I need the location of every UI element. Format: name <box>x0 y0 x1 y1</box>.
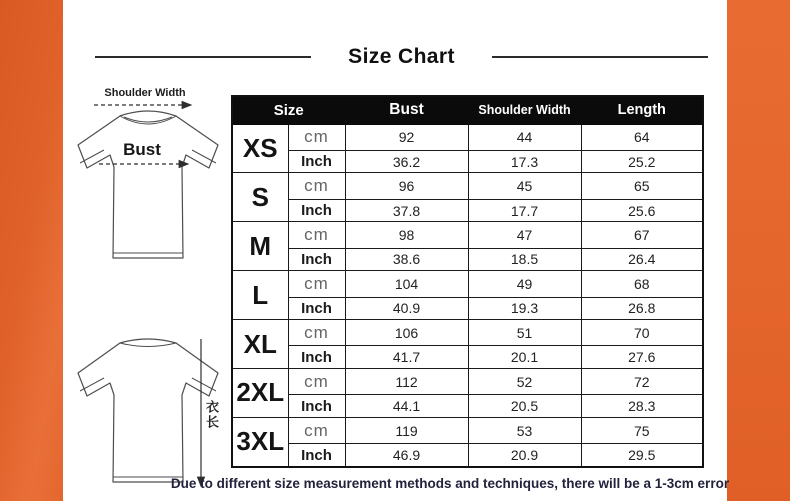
unit-label-inch: Inch <box>288 395 345 418</box>
bust-inch-value: 40.9 <box>345 297 468 320</box>
orange-background-left <box>0 0 63 501</box>
table-row <box>232 417 703 443</box>
title-row <box>95 42 708 72</box>
bust-cm-value: 112 <box>345 368 468 394</box>
table-row <box>232 395 703 418</box>
unit-label-inch: Inch <box>288 150 345 173</box>
table-row <box>232 346 703 369</box>
length-cm-value: 64 <box>581 124 703 150</box>
size-label: L <box>232 271 288 320</box>
shoulder-width-inch-value: 19.3 <box>468 297 581 320</box>
unit-label-cm: cm <box>288 368 345 394</box>
column-header-length: Length <box>581 96 703 124</box>
table-row <box>232 368 703 394</box>
column-header-shoulder-width: Shoulder Width <box>468 96 581 124</box>
length-cm-value: 65 <box>581 173 703 199</box>
length-cm-value: 75 <box>581 417 703 443</box>
shoulder-width-cm-value: 49 <box>468 271 581 297</box>
table-row <box>232 173 703 199</box>
shoulder-width-cm-value: 51 <box>468 320 581 346</box>
tshirt-front-outline <box>78 111 218 258</box>
shoulder-width-inch-value: 17.3 <box>468 150 581 173</box>
size-label: 2XL <box>232 368 288 417</box>
length-inch-value: 26.8 <box>581 297 703 320</box>
size-table <box>231 95 704 468</box>
tshirt-front-diagram <box>68 72 228 262</box>
length-cm-value: 68 <box>581 271 703 297</box>
length-inch-value: 28.3 <box>581 395 703 418</box>
length-cm-value: 67 <box>581 222 703 248</box>
bust-label: Bust <box>123 140 161 159</box>
unit-label-cm: cm <box>288 271 345 297</box>
unit-label-inch: Inch <box>288 297 345 320</box>
size-label: XL <box>232 320 288 369</box>
bust-cm-value: 119 <box>345 417 468 443</box>
bust-cm-value: 106 <box>345 320 468 346</box>
unit-label-inch: Inch <box>288 346 345 369</box>
title-divider-right <box>492 56 708 58</box>
unit-label-cm: cm <box>288 417 345 443</box>
size-table-container <box>231 95 702 468</box>
length-inch-value: 29.5 <box>581 444 703 467</box>
bust-inch-value: 44.1 <box>345 395 468 418</box>
length-inch-value: 26.4 <box>581 248 703 271</box>
shoulder-width-cm-value: 53 <box>468 417 581 443</box>
unit-label-inch: Inch <box>288 199 345 222</box>
tshirt-back-outline <box>78 339 218 482</box>
table-row <box>232 199 703 222</box>
size-label: XS <box>232 124 288 173</box>
shoulder-width-inch-value: 20.1 <box>468 346 581 369</box>
bust-cm-value: 96 <box>345 173 468 199</box>
bust-inch-value: 38.6 <box>345 248 468 271</box>
shoulder-width-cm-value: 44 <box>468 124 581 150</box>
garment-length-label: 衣长 <box>204 400 219 430</box>
column-header-bust: Bust <box>345 96 468 124</box>
shoulder-width-cm-value: 47 <box>468 222 581 248</box>
column-header-size: Size <box>232 96 345 124</box>
shoulder-width-inch-value: 20.9 <box>468 444 581 467</box>
table-row <box>232 248 703 271</box>
unit-label-cm: cm <box>288 222 345 248</box>
unit-label-inch: Inch <box>288 248 345 271</box>
bust-cm-value: 98 <box>345 222 468 248</box>
size-label: M <box>232 222 288 271</box>
table-row <box>232 297 703 320</box>
unit-label-cm: cm <box>288 124 345 150</box>
bust-inch-value: 36.2 <box>345 150 468 173</box>
bust-inch-value: 46.9 <box>345 444 468 467</box>
length-cm-value: 72 <box>581 368 703 394</box>
title-divider-left <box>95 56 311 58</box>
bust-cm-value: 92 <box>345 124 468 150</box>
shoulder-width-cm-value: 52 <box>468 368 581 394</box>
page-title: Size Chart <box>348 45 455 68</box>
shoulder-width-inch-value: 17.7 <box>468 199 581 222</box>
length-cm-value: 70 <box>581 320 703 346</box>
table-row <box>232 444 703 467</box>
table-row <box>232 320 703 346</box>
unit-label-cm: cm <box>288 173 345 199</box>
table-row <box>232 271 703 297</box>
table-row <box>232 124 703 150</box>
length-inch-value: 27.6 <box>581 346 703 369</box>
length-inch-value: 25.2 <box>581 150 703 173</box>
size-label: 3XL <box>232 417 288 467</box>
size-table-body <box>232 124 703 467</box>
orange-background-right <box>727 0 790 501</box>
size-label: S <box>232 173 288 222</box>
size-table-header-row <box>232 96 703 124</box>
bust-cm-value: 104 <box>345 271 468 297</box>
bust-inch-value: 41.7 <box>345 346 468 369</box>
bust-inch-value: 37.8 <box>345 199 468 222</box>
unit-label-cm: cm <box>288 320 345 346</box>
table-row <box>232 222 703 248</box>
shoulder-width-inch-value: 20.5 <box>468 395 581 418</box>
length-inch-value: 25.6 <box>581 199 703 222</box>
shoulder-width-label: Shoulder Width <box>104 87 186 99</box>
measurement-error-note: Due to different size measurement methods and techniques, there will be a 1-3cm error <box>170 476 730 491</box>
unit-label-inch: Inch <box>288 444 345 467</box>
shoulder-width-cm-value: 45 <box>468 173 581 199</box>
table-row <box>232 150 703 173</box>
shoulder-width-inch-value: 18.5 <box>468 248 581 271</box>
